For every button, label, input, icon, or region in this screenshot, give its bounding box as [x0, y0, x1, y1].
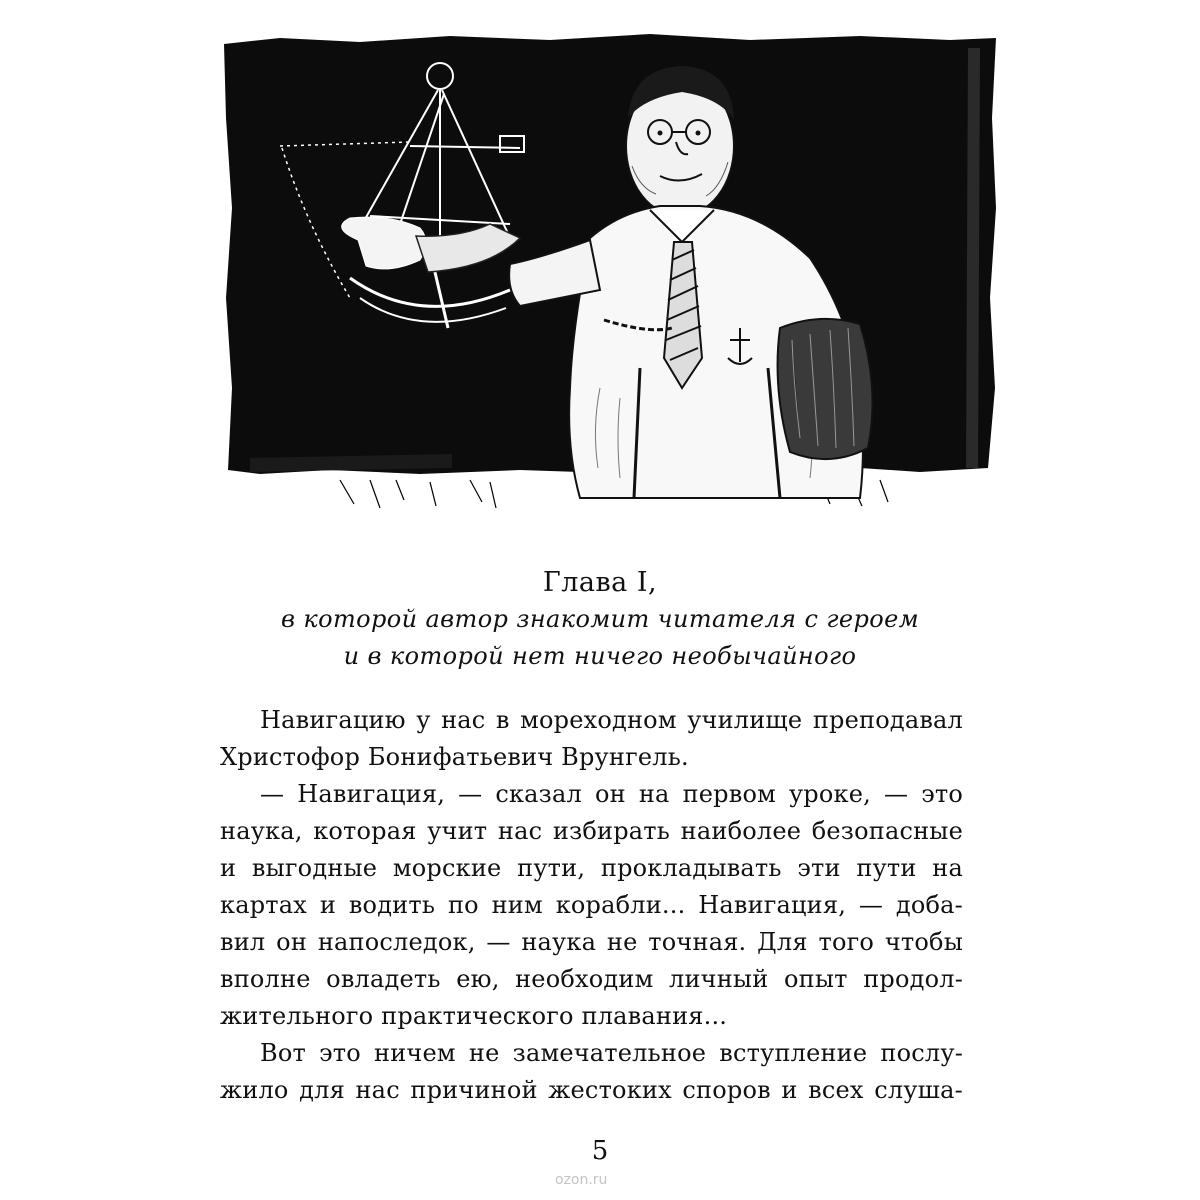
- paragraph: [220, 776, 963, 1035]
- paragraph: [220, 1035, 963, 1109]
- text-line: и выгодные морские пути, прокладывать эти пути на: [220, 854, 963, 882]
- text-line: жило для нас причиной жестоких споров и всех слуша-: [220, 1076, 963, 1104]
- text-line: вполне овладеть ею, необходим личный опыт продол-: [220, 965, 963, 993]
- text-line: наука, которая учит нас избирать наиболее безопасные: [220, 817, 963, 845]
- chapter-illustration: [220, 28, 1000, 548]
- chapter-heading: [0, 565, 1200, 675]
- chapter-subtitle-line-1: в которой автор знакомит читателя с героем: [280, 605, 920, 633]
- text-line: Христофор Бонифатьевич Врунгель.: [220, 743, 689, 771]
- paragraph: [220, 702, 963, 776]
- text-line: — Навигация, — сказал он на первом уроке, — это: [260, 780, 963, 808]
- text-line: жительного практического плавания...: [220, 1002, 728, 1030]
- text-line: Вот это ничем не замечательное вступление послу-: [260, 1039, 963, 1067]
- chapter-subtitle-line-2: и в которой нет ничего необычайного: [343, 642, 857, 670]
- chapter-title: Глава I,: [542, 567, 658, 598]
- text-line: Навигацию у нас в мореходном училище преподавал: [260, 706, 963, 734]
- body-text: [220, 702, 963, 1109]
- page-number: 5: [591, 1136, 609, 1166]
- text-line: картах и водить по ним корабли... Навигация, — доба-: [220, 891, 963, 919]
- text-line: вил он напоследок, — наука не точная. Для того чтобы: [220, 928, 963, 956]
- watermark: ozon.ru: [555, 1172, 608, 1188]
- teacher-head: [626, 66, 734, 216]
- book: [778, 319, 873, 459]
